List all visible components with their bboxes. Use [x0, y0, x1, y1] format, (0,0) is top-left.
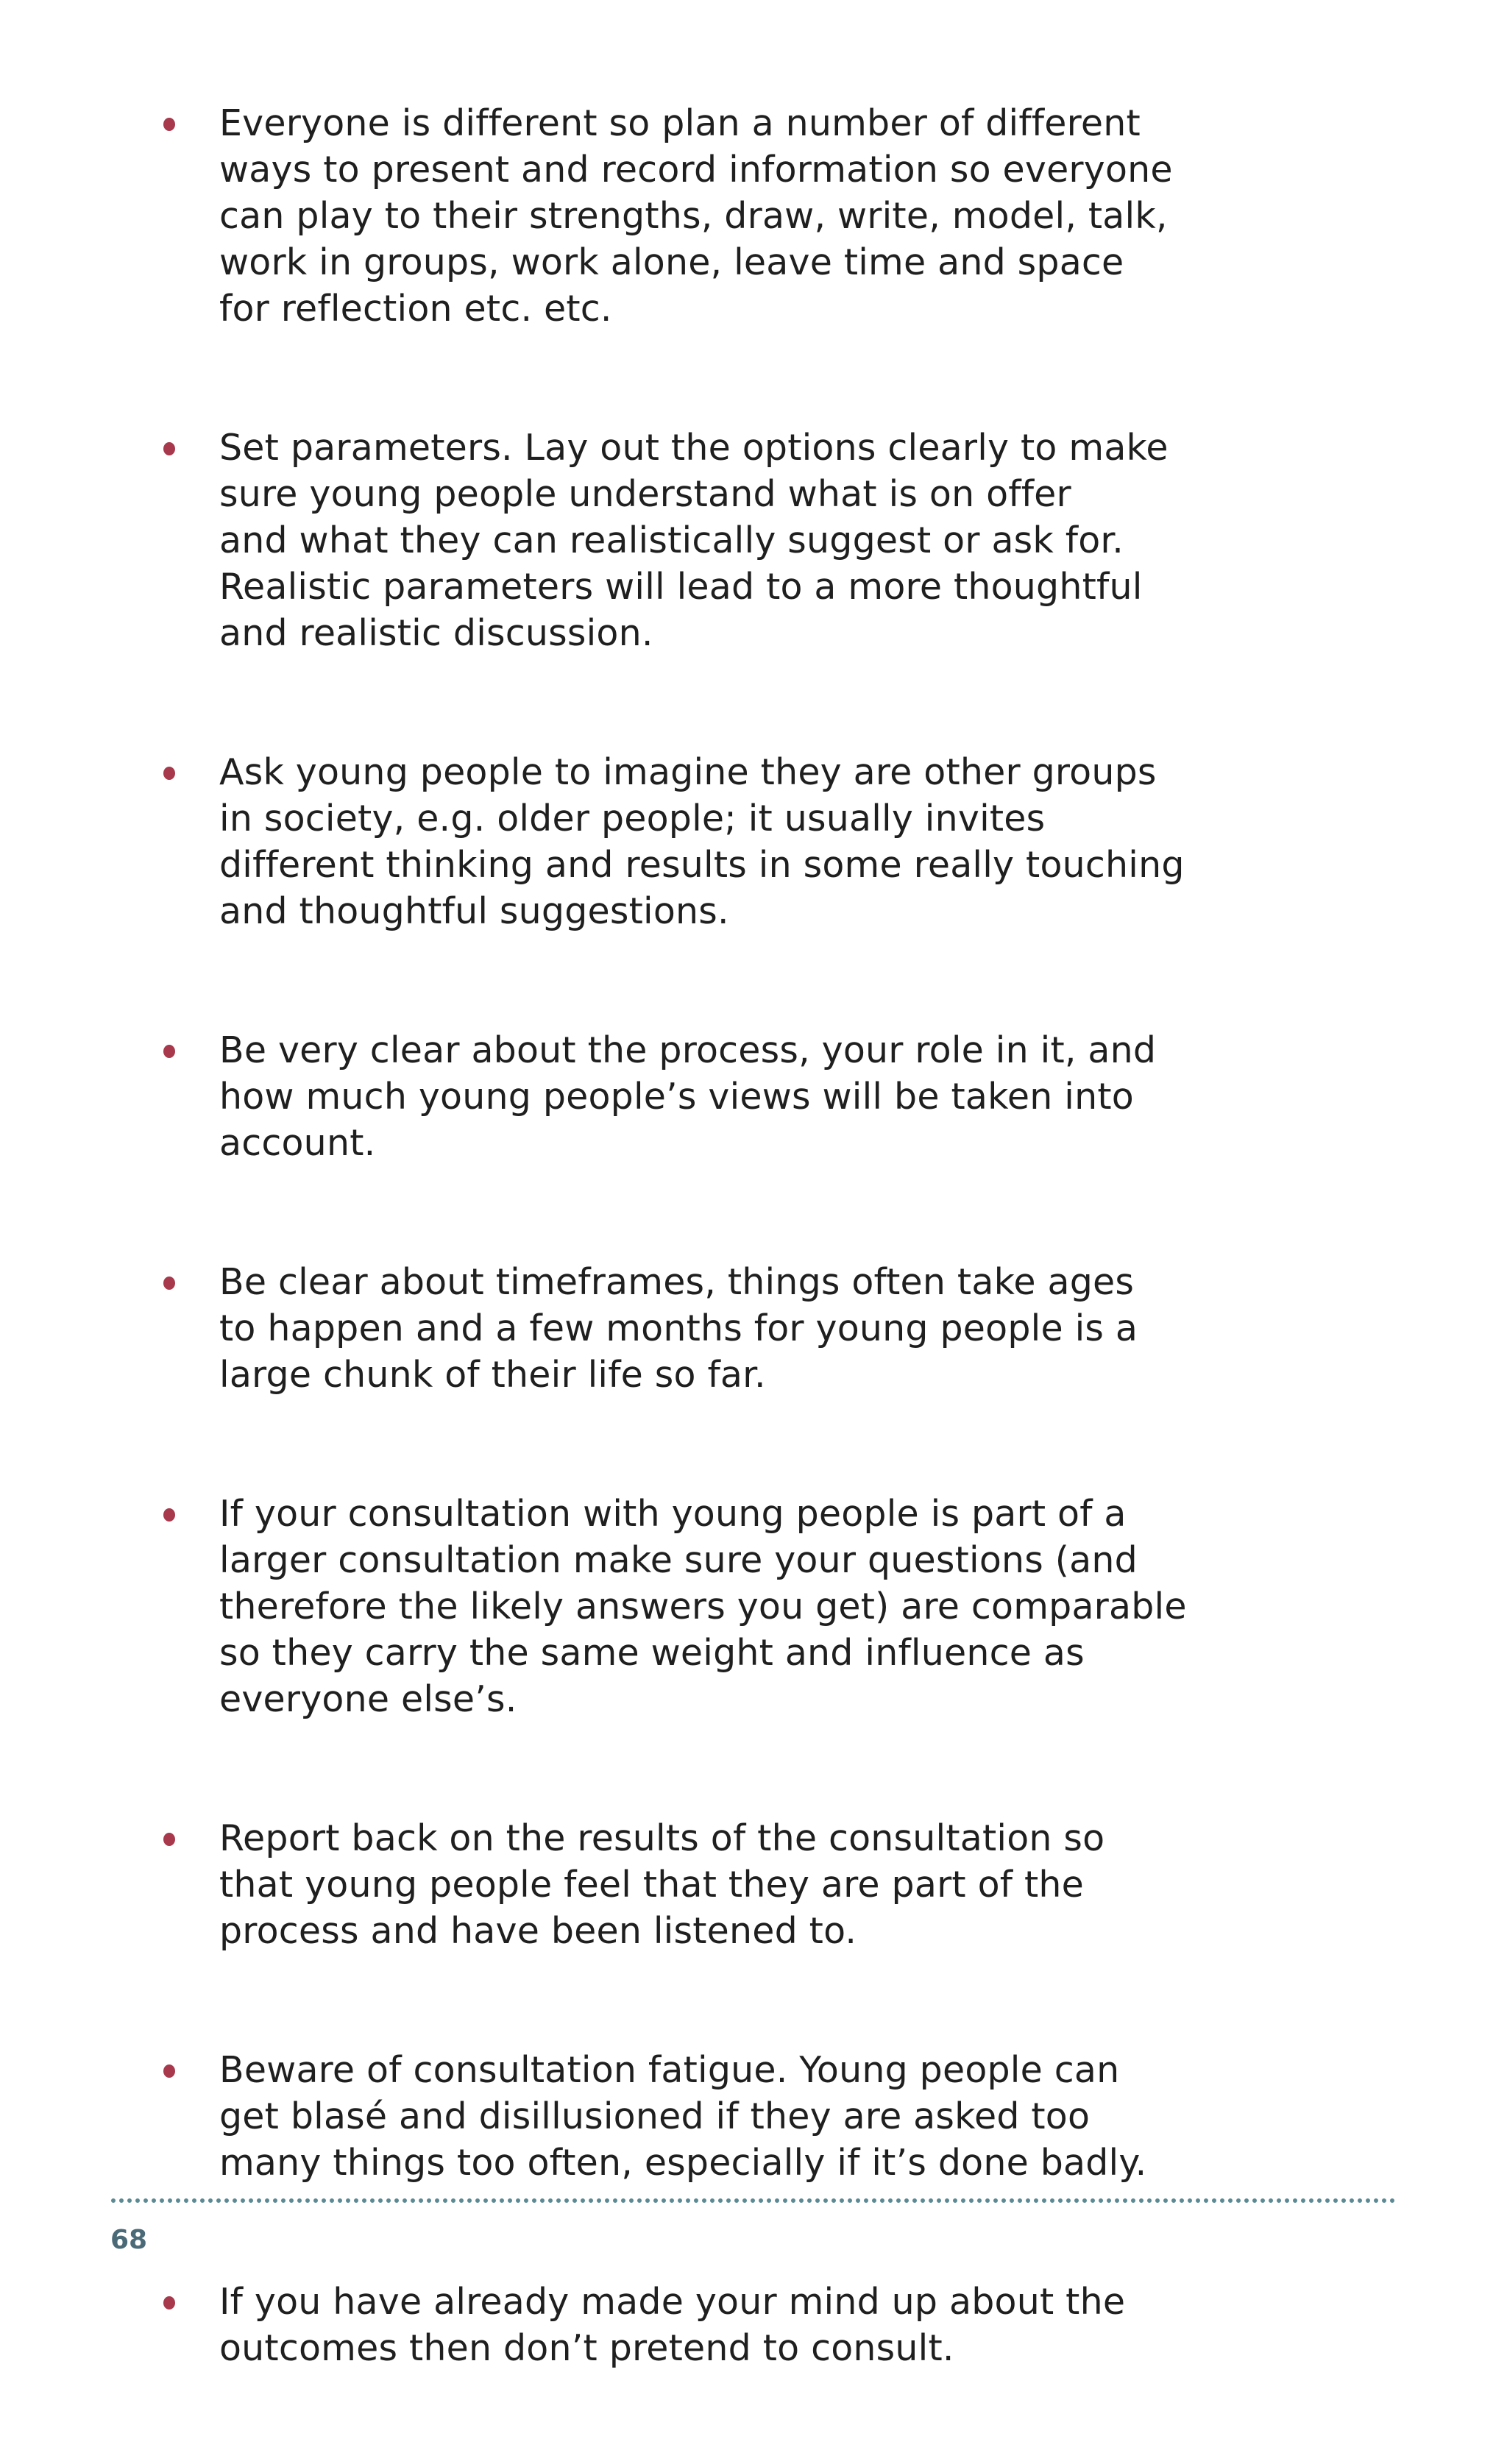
bullet-list — [155, 100, 1214, 2464]
bullet-text: If you have already made your mind up about the outcomes then don’t pretend to consult. — [219, 2281, 1126, 2369]
bullet-text: If your consultation with young people is part of a larger consultation make sure your questions (and therefore the likely answers you get) are comparable so they carry the same weight and influence as everyone else’s. — [219, 1493, 1187, 1720]
bullet-text: Ask young people to imagine they are other groups in society, e.g. older people; it usually invites different thinking and results in some really touching and thoughtful suggestions. — [219, 751, 1185, 932]
bullet-text: Set parameters. Lay out the options clearly to make sure young people understand what is on offer and what they can realistically suggest or ask for. Realistic parameters will lead to a more thoughtful and realistic discussion. — [219, 427, 1169, 654]
bullet-text: Everyone is different so plan a number of different ways to present and record information so everyone can play to their strengths, draw, write, model, talk, work in groups, work alone, leave time and space for reflection etc. etc. — [219, 102, 1173, 330]
dotted-divider — [110, 2197, 1403, 2204]
bullet-dot-icon — [163, 2296, 175, 2309]
list-item — [155, 1815, 1214, 1954]
list-item — [155, 1259, 1214, 1398]
bullet-dot-icon — [163, 1833, 175, 1846]
list-item — [155, 100, 1214, 332]
bullet-dot-icon — [163, 118, 175, 131]
bullet-dot-icon — [163, 767, 175, 780]
list-item — [155, 2279, 1214, 2371]
list-item — [155, 1491, 1214, 1722]
bullet-text: Report back on the results of the consultation so that young people feel that they are part of the process and have been listened to. — [219, 1817, 1105, 1952]
bullet-text: Beware of consultation fatigue. Young people can get blasé and disillusioned if they are asked too many things too often, especially if it’s done badly. — [219, 2049, 1147, 2184]
bullet-text: Be clear about timeframes, things often take ages to happen and a few months for young people is a large chunk of their life so far. — [219, 1261, 1138, 1396]
bullet-dot-icon — [163, 442, 175, 455]
bullet-dot-icon — [163, 1045, 175, 1058]
list-item — [155, 1027, 1214, 1166]
bullet-dot-icon — [163, 2064, 175, 2078]
list-item — [155, 425, 1214, 656]
bullet-dot-icon — [163, 1277, 175, 1290]
bullet-dot-icon — [163, 1508, 175, 1522]
list-item — [155, 749, 1214, 934]
page-number: 68 — [110, 2225, 148, 2255]
bullet-text: Be very clear about the process, your role in it, and how much young people’s views will be taken into account. — [219, 1029, 1157, 1164]
list-item — [155, 2047, 1214, 2186]
